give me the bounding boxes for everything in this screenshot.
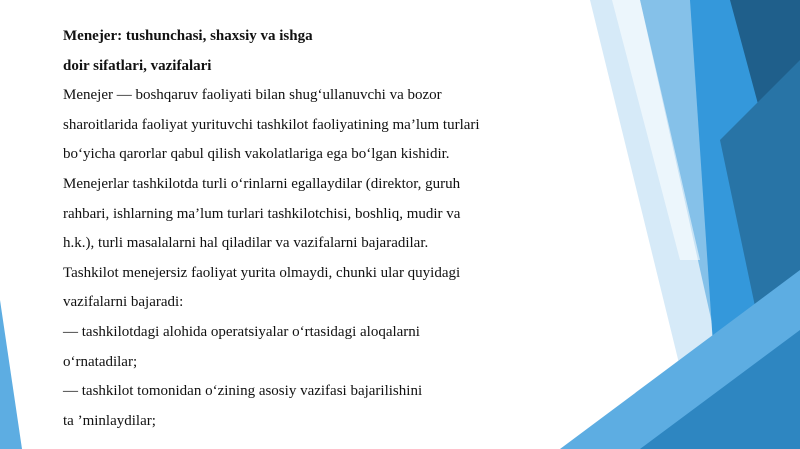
body-line: o‘rnatadilar; bbox=[63, 353, 138, 370]
body-line: sharoitlarida faoliyat yurituvchi tashkilot faoliyatining ma’lum turlari bbox=[63, 116, 480, 133]
body-line: Tashkilot menejersiz faoliyat yurita olmaydi, chunki ular quyidagi bbox=[63, 264, 461, 281]
body-line: rahbari, ishlarning ma’lum turlari tashkilotchisi, boshliq, mudir va bbox=[63, 205, 461, 222]
left-edge-accent bbox=[0, 300, 22, 449]
body-line: h.k.), turli masalalarni hal qiladilar va vazifalarni bajaradilar. bbox=[63, 235, 429, 252]
title-line-2: doir sifatlari, vazifalari bbox=[63, 57, 212, 74]
text-block bbox=[63, 22, 623, 436]
body-line: Menejerlar tashkilotda turli o‘rinlarni egallaydilar (direktor, guruh bbox=[63, 175, 461, 192]
body-line: — tashkilotdagi alohida operatsiyalar o‘rtasidagi aloqalarni bbox=[63, 323, 420, 340]
body-line: vazifalarni bajaradi: bbox=[63, 294, 184, 311]
body-line: ta ’minlaydilar; bbox=[63, 412, 156, 429]
body-line: bo‘yicha qarorlar qabul qilish vakolatlariga ega bo‘lgan kishidir. bbox=[63, 146, 450, 163]
body-line: — tashkilot tomonidan o‘zining asosiy vazifasi bajarilishini bbox=[63, 383, 423, 400]
title-line-1: Menejer: tushunchasi, shaxsiy va ishga bbox=[63, 28, 313, 44]
body-line: Menejer — boshqaruv faoliyati bilan shug‘ullanuvchi va bozor bbox=[63, 87, 442, 104]
